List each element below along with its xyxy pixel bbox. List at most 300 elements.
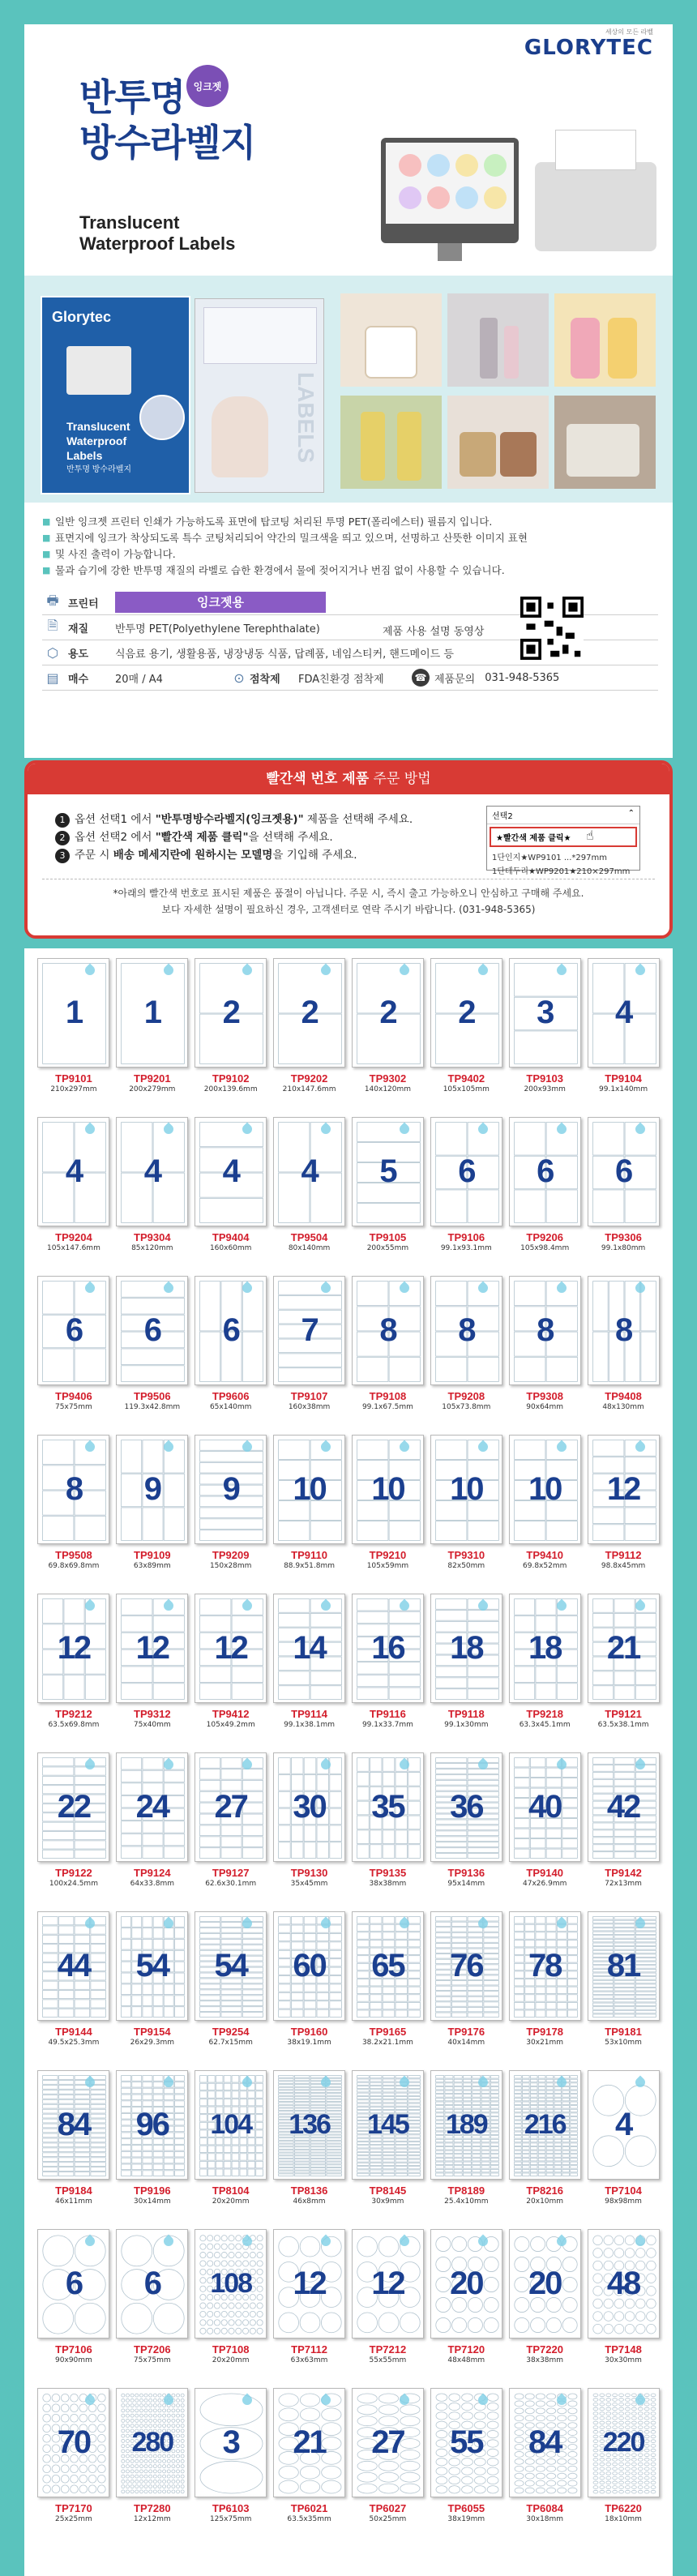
label-size: 47x26.9mm xyxy=(523,1880,567,1888)
label-count: 145 xyxy=(367,2109,408,2140)
label-sheet-thumbnail xyxy=(509,1435,581,1544)
product-item[interactable] xyxy=(507,1594,583,1748)
label-count: 189 xyxy=(445,2109,487,2140)
product-item[interactable] xyxy=(507,1911,583,2065)
label-count: 10 xyxy=(528,1471,562,1507)
product-title xyxy=(79,75,255,165)
select-item-highlighted: ★빨간색 제품 클릭★ xyxy=(490,827,637,847)
product-item[interactable] xyxy=(585,2229,661,2383)
product-item[interactable] xyxy=(507,958,583,1112)
top-border xyxy=(0,0,697,24)
product-code: TP9122 xyxy=(55,1867,92,1879)
label-count: 14 xyxy=(293,1630,326,1666)
label-count: 78 xyxy=(528,1948,562,1983)
adhesive-icon: ⊙ xyxy=(233,670,245,686)
product-code: TP9210 xyxy=(369,1549,407,1561)
feature-item: ■ 물과 습기에 강한 반투명 재질의 라벨로 습한 환경에서 물에 젖어지거나 번짐 없이 사용할 수 있습니다. xyxy=(42,563,658,579)
label-size: 35x45mm xyxy=(290,1880,328,1888)
label-count: 96 xyxy=(135,2107,169,2142)
label-sheet-thumbnail xyxy=(352,2070,424,2180)
sample-side-text: LABELS xyxy=(293,372,319,463)
product-code: TP6103 xyxy=(212,2502,250,2514)
spec-label-usage: 용도 xyxy=(68,648,89,661)
label-count: 20 xyxy=(450,2266,483,2301)
label-sheet-thumbnail xyxy=(352,2229,424,2339)
step3-text-c: 을 기입해 주세요. xyxy=(272,849,357,862)
step2-text-b: "빨간색 제품 클릭" xyxy=(155,831,249,844)
product-item[interactable] xyxy=(114,1117,190,1271)
product-code: TP8104 xyxy=(212,2184,250,2197)
product-item[interactable] xyxy=(507,1435,583,1589)
label-sheet-thumbnail xyxy=(273,2229,345,2339)
label-sheet-thumbnail xyxy=(588,1911,660,2021)
product-title-en-line1: Translucent xyxy=(79,212,180,233)
product-code: TP9109 xyxy=(134,1549,171,1561)
product-item[interactable] xyxy=(272,1594,348,1748)
product-code: TP9127 xyxy=(212,1867,250,1879)
label-size: 98.8x45mm xyxy=(601,1562,646,1570)
label-size: 99.1x140mm xyxy=(599,1085,648,1093)
label-count: 6 xyxy=(458,1153,475,1189)
label-sheet-thumbnail xyxy=(273,1911,345,2021)
label-sheet-thumbnail xyxy=(273,1117,345,1226)
order-step-3 xyxy=(55,846,413,864)
product-grid-section xyxy=(24,948,673,2576)
product-code: TP9124 xyxy=(134,1867,171,1879)
product-code: TP9310 xyxy=(447,1549,485,1561)
product-item[interactable] xyxy=(350,1594,426,1748)
product-title-en-line2: Waterproof Labels xyxy=(79,233,236,254)
spec-value-quantity: 20매 / A4 xyxy=(115,673,163,686)
product-grid xyxy=(36,958,661,2542)
product-item[interactable] xyxy=(114,1435,190,1589)
label-count: 81 xyxy=(606,1948,640,1983)
brand-tagline: 세상의 모든 라벨 xyxy=(605,28,653,36)
label-sheet-thumbnail xyxy=(37,1117,109,1226)
label-count: 24 xyxy=(135,1789,169,1825)
label-sheet-thumbnail xyxy=(352,1435,424,1544)
product-item[interactable] xyxy=(36,1276,112,1430)
label-count: 65 xyxy=(371,1948,404,1983)
label-count: 18 xyxy=(450,1630,483,1666)
product-item[interactable] xyxy=(585,2070,661,2224)
order-step-1 xyxy=(55,811,413,828)
product-item[interactable] xyxy=(193,1276,269,1430)
printer-icon: 🖶 xyxy=(46,592,59,608)
product-item[interactable] xyxy=(428,1276,504,1430)
product-item[interactable] xyxy=(428,2070,504,2224)
qr-code[interactable] xyxy=(520,597,584,660)
label-sheet-thumbnail xyxy=(116,1752,188,1862)
order-guide-header xyxy=(28,764,669,794)
product-code: TP9140 xyxy=(526,1867,563,1879)
product-item[interactable] xyxy=(350,2070,426,2224)
product-item[interactable] xyxy=(428,958,504,1112)
product-item[interactable] xyxy=(36,1435,112,1589)
product-code: TP7104 xyxy=(605,2184,642,2197)
label-sheet-thumbnail xyxy=(588,1752,660,1862)
product-code: TP7212 xyxy=(369,2343,407,2356)
label-count: 36 xyxy=(450,1789,483,1825)
select-item: 1단인지★WP9101 ...*297mm xyxy=(492,854,607,862)
label-size: 88.9x51.8mm xyxy=(284,1562,336,1570)
spec-value-usage: 식음료 용기, 생활용품, 냉장냉동 식품, 답례품, 네임스티커, 핸드메이드 등 xyxy=(115,648,454,661)
product-code: TP9116 xyxy=(370,1708,406,1720)
label-count: 1 xyxy=(143,995,160,1030)
label-size: 125x75mm xyxy=(209,2515,252,2523)
product-item[interactable] xyxy=(36,1752,112,1906)
step2-text-c: 을 선택해 주세요. xyxy=(248,831,333,844)
product-code: TP9178 xyxy=(526,2026,563,2038)
product-code: TP9110 xyxy=(291,1549,327,1561)
label-size: 105x49.2mm xyxy=(206,1721,255,1729)
label-size: 98x98mm xyxy=(605,2197,642,2206)
product-item[interactable] xyxy=(36,1594,112,1748)
label-size: 46x8mm xyxy=(293,2197,326,2206)
label-count: 216 xyxy=(524,2109,566,2140)
feature-item: ■ 표면지에 잉크가 착상되도록 특수 코팅처리되어 약간의 밀크색을 띄고 있으며, 선명하고 산뜻한 이미지 표현 xyxy=(42,530,658,546)
product-item[interactable] xyxy=(272,958,348,1112)
order-note xyxy=(28,885,669,918)
label-count: 84 xyxy=(528,2424,562,2460)
product-code: TP6084 xyxy=(526,2502,563,2514)
product-code: TP9165 xyxy=(369,2026,407,2038)
label-size: 48x48mm xyxy=(447,2356,485,2364)
product-code: TP9212 xyxy=(55,1708,92,1720)
product-item[interactable] xyxy=(428,1752,504,1906)
label-size: 90x64mm xyxy=(526,1403,564,1411)
label-count: 10 xyxy=(293,1471,326,1507)
label-count: 12 xyxy=(371,2266,404,2301)
product-item[interactable] xyxy=(114,1911,190,2065)
product-item[interactable] xyxy=(272,2070,348,2224)
order-guide-header-rest: 주문 방법 xyxy=(369,771,431,787)
label-sheet-thumbnail xyxy=(509,2070,581,2180)
package-brand: Glorytec xyxy=(52,309,112,325)
product-item[interactable] xyxy=(507,1752,583,1906)
product-item[interactable] xyxy=(272,1752,348,1906)
select-header xyxy=(487,807,639,824)
product-code: TP9154 xyxy=(134,2026,171,2038)
label-sheet-thumbnail xyxy=(195,2229,267,2339)
label-count: 6 xyxy=(143,1312,160,1348)
label-size: 25x25mm xyxy=(55,2515,92,2523)
feature-list xyxy=(42,514,658,579)
label-count: 76 xyxy=(450,1948,483,1983)
product-item[interactable] xyxy=(350,1752,426,1906)
label-sheet-thumbnail xyxy=(195,2070,267,2180)
product-gallery xyxy=(24,276,673,503)
monitor-screen xyxy=(386,143,514,224)
label-count: 10 xyxy=(450,1471,483,1507)
product-item[interactable] xyxy=(585,958,661,1112)
label-size: 200x139.6mm xyxy=(203,1085,258,1093)
label-sheet-thumbnail xyxy=(37,2388,109,2497)
product-code: TP9121 xyxy=(605,1708,642,1720)
spec-label-material: 재질 xyxy=(68,623,89,635)
label-preview-graphic xyxy=(386,143,514,224)
label-size: 20x20mm xyxy=(212,2356,250,2364)
product-item[interactable] xyxy=(585,2388,661,2542)
product-code: TP9406 xyxy=(55,1390,92,1402)
brand-logo: GLORYTEC xyxy=(524,36,653,60)
package-title-line1: Translucent xyxy=(66,420,130,433)
product-item[interactable] xyxy=(507,1276,583,1430)
label-count: 2 xyxy=(379,995,396,1030)
product-item[interactable] xyxy=(428,1435,504,1589)
label-count: 12 xyxy=(57,1630,91,1666)
video-guide-label: 제품 사용 설명 동영상 xyxy=(383,626,485,638)
printer-image xyxy=(535,162,656,251)
product-item[interactable] xyxy=(114,958,190,1112)
product-code: TP7120 xyxy=(447,2343,485,2356)
product-code: TP8189 xyxy=(447,2184,485,2197)
label-size: 65x140mm xyxy=(209,1403,252,1411)
label-count: 6 xyxy=(537,1153,554,1189)
product-item[interactable] xyxy=(193,1911,269,2065)
label-count: 4 xyxy=(301,1153,318,1189)
product-item[interactable] xyxy=(428,1594,504,1748)
label-count: 55 xyxy=(450,2424,483,2460)
product-item[interactable] xyxy=(193,958,269,1112)
label-size: 55x55mm xyxy=(369,2356,407,2364)
label-count: 5 xyxy=(379,1153,396,1189)
step-number-icon: 1 xyxy=(55,813,70,828)
label-sheet-thumbnail xyxy=(195,958,267,1068)
label-size: 80x140mm xyxy=(288,1244,331,1252)
product-item[interactable] xyxy=(272,1117,348,1271)
product-code: TP9130 xyxy=(290,1867,328,1879)
label-size: 69.8x69.8mm xyxy=(48,1562,100,1570)
label-size: 75x40mm xyxy=(133,1721,171,1729)
product-item[interactable] xyxy=(350,2388,426,2542)
product-item[interactable] xyxy=(114,1752,190,1906)
label-size: 53x10mm xyxy=(605,2039,642,2047)
hero-section xyxy=(24,24,673,276)
label-sheet-thumbnail xyxy=(588,1594,660,1703)
product-item[interactable] xyxy=(350,958,426,1112)
label-size: 38x38mm xyxy=(369,1880,407,1888)
product-item[interactable] xyxy=(585,1435,661,1589)
product-item[interactable] xyxy=(193,2070,269,2224)
label-sheet-thumbnail xyxy=(273,2070,345,2180)
product-item[interactable] xyxy=(36,1911,112,2065)
label-size: 30x30mm xyxy=(605,2356,642,2364)
label-count: 3 xyxy=(222,2424,239,2460)
step-number-icon: 3 xyxy=(55,849,70,863)
label-size: 20x10mm xyxy=(526,2197,564,2206)
product-item[interactable] xyxy=(272,1911,348,2065)
label-count: 54 xyxy=(135,1948,169,1983)
label-size: 72x13mm xyxy=(605,1880,642,1888)
product-title-line2: 방수라벨지 xyxy=(79,121,256,165)
product-item[interactable] xyxy=(114,2070,190,2224)
label-size: 62.7x15mm xyxy=(208,2039,253,2047)
label-count: 54 xyxy=(214,1948,247,1983)
label-size: 30x9mm xyxy=(371,2197,404,2206)
label-count: 8 xyxy=(379,1312,396,1348)
label-size: 105x73.8mm xyxy=(442,1403,491,1411)
photo-juice-bottles xyxy=(554,293,656,387)
printer-paper xyxy=(555,130,636,170)
label-count: 12 xyxy=(214,1630,247,1666)
product-item[interactable] xyxy=(507,1117,583,1271)
label-size: 82x50mm xyxy=(447,1562,485,1570)
product-item[interactable] xyxy=(585,1594,661,1748)
inquiry-block xyxy=(412,669,559,687)
label-sheet-thumbnail xyxy=(352,1594,424,1703)
label-count: 6 xyxy=(65,2266,83,2301)
product-item[interactable] xyxy=(350,1117,426,1271)
product-item[interactable] xyxy=(36,1117,112,1271)
label-sheet-thumbnail xyxy=(273,2388,345,2497)
label-sheet-thumbnail xyxy=(116,1594,188,1703)
label-sheet-thumbnail xyxy=(37,958,109,1068)
chevron-up-icon: ⌃ xyxy=(627,809,635,818)
product-code: TP9136 xyxy=(447,1867,485,1879)
label-sheet-thumbnail xyxy=(352,2388,424,2497)
product-item[interactable] xyxy=(428,1117,504,1271)
product-item[interactable] xyxy=(272,1435,348,1589)
inquiry-phone[interactable]: 031-948-5365 xyxy=(485,671,560,684)
label-count: 21 xyxy=(606,1630,640,1666)
product-item[interactable] xyxy=(36,2229,112,2383)
inkjet-badge: 잉크젯 xyxy=(186,65,229,107)
label-size: 99.1x93.1mm xyxy=(440,1244,492,1252)
product-item[interactable] xyxy=(114,1594,190,1748)
product-item[interactable] xyxy=(193,2229,269,2383)
select-title: 선택2 xyxy=(492,812,513,821)
product-item[interactable] xyxy=(272,2388,348,2542)
product-item[interactable] xyxy=(36,2070,112,2224)
sample-sheet-image xyxy=(195,298,324,493)
product-code: TP8136 xyxy=(290,2184,328,2197)
step-number-icon: 2 xyxy=(55,831,70,845)
product-item[interactable] xyxy=(350,1435,426,1589)
label-sheet-thumbnail xyxy=(273,1276,345,1385)
label-count: 7 xyxy=(301,1312,318,1348)
product-item[interactable] xyxy=(507,2229,583,2383)
photo-jars xyxy=(447,396,549,489)
order-steps xyxy=(55,811,413,864)
product-code: TP9204 xyxy=(55,1231,92,1243)
label-count: 42 xyxy=(606,1789,640,1825)
label-sheet-thumbnail xyxy=(509,958,581,1068)
photo-candle-jar xyxy=(340,293,442,387)
product-code: TP9103 xyxy=(526,1072,563,1085)
product-code: TP7148 xyxy=(605,2343,642,2356)
product-code: TP9408 xyxy=(605,1390,642,1402)
label-size: 25.4x10mm xyxy=(444,2197,489,2206)
product-item[interactable] xyxy=(350,1276,426,1430)
spec-value-material: 반투명 PET(Polyethylene Terephthalate) xyxy=(115,623,320,635)
printer-type-badge: 잉크젯용 xyxy=(115,592,326,613)
product-item[interactable] xyxy=(36,958,112,1112)
product-code: TP9412 xyxy=(212,1708,250,1720)
product-item[interactable] xyxy=(428,2229,504,2383)
label-count: 6 xyxy=(222,1312,239,1348)
material-icon: 🗎 xyxy=(47,617,58,633)
phone-icon: ☎ xyxy=(412,669,430,687)
product-item[interactable] xyxy=(114,2388,190,2542)
product-item[interactable] xyxy=(193,1435,269,1589)
label-size: 38x19.1mm xyxy=(287,2039,331,2047)
label-count: 8 xyxy=(614,1312,632,1348)
step1-text-a: 옵션 선택1 에서 xyxy=(75,813,156,826)
product-item[interactable] xyxy=(193,1117,269,1271)
product-code: TP9181 xyxy=(605,2026,642,2038)
label-sheet-thumbnail xyxy=(430,1594,502,1703)
label-size: 200x279mm xyxy=(129,1085,176,1093)
product-item[interactable] xyxy=(193,1752,269,1906)
product-item[interactable] xyxy=(350,2229,426,2383)
product-code: TP9254 xyxy=(212,2026,250,2038)
order-note-line1: *아래의 빨간색 번호로 표시된 제품은 품절이 아닙니다. 주문 시, 즉시 출고 가능하오니 안심하고 구매해 주세요. xyxy=(113,888,584,899)
feature-item-continued: ■ 및 사진 출력이 가능합니다. xyxy=(42,546,658,563)
label-size: 105x98.4mm xyxy=(520,1244,570,1252)
label-size: 99.1x38.1mm xyxy=(284,1721,336,1729)
product-code: TP6055 xyxy=(447,2502,485,2514)
label-count: 40 xyxy=(528,1789,562,1825)
product-code: TP9142 xyxy=(605,1867,642,1879)
order-guide-header-bold: 빨간색 번호 제품 xyxy=(266,771,370,787)
product-item[interactable] xyxy=(585,1752,661,1906)
label-count: 6 xyxy=(614,1153,632,1189)
product-item[interactable] xyxy=(193,1594,269,1748)
monitor-image xyxy=(381,138,519,243)
product-code: TP6027 xyxy=(369,2502,407,2514)
label-sheet-thumbnail xyxy=(509,1117,581,1226)
label-sheet-thumbnail xyxy=(588,1276,660,1385)
spec-table xyxy=(42,590,658,691)
product-item[interactable] xyxy=(272,1276,348,1430)
product-item[interactable] xyxy=(428,1911,504,2065)
label-sheet-thumbnail xyxy=(37,1276,109,1385)
sheets-icon: ▤ xyxy=(46,670,59,686)
label-size: 63.5x35mm xyxy=(287,2515,331,2523)
product-item[interactable] xyxy=(272,2229,348,2383)
product-code: TP9312 xyxy=(134,1708,171,1720)
label-count: 6 xyxy=(143,2266,160,2301)
product-item[interactable] xyxy=(114,1276,190,1430)
label-size: 105x105mm xyxy=(443,1085,490,1093)
label-sheet-thumbnail xyxy=(195,2388,267,2497)
product-code: TP7106 xyxy=(55,2343,92,2356)
label-count: 27 xyxy=(214,1789,247,1825)
label-count: 22 xyxy=(57,1789,91,1825)
product-item[interactable] xyxy=(193,2388,269,2542)
step1-text-b: "반투명방수라벨지(잉크젯용)" xyxy=(155,813,304,826)
product-item[interactable] xyxy=(114,2229,190,2383)
product-item[interactable] xyxy=(585,1276,661,1430)
product-code: TP7280 xyxy=(134,2502,171,2514)
label-size: 99.1x80mm xyxy=(601,1244,646,1252)
product-item[interactable] xyxy=(350,1911,426,2065)
product-item[interactable] xyxy=(585,1117,661,1271)
product-item[interactable] xyxy=(585,1911,661,2065)
label-count: 18 xyxy=(528,1630,562,1666)
label-sheet-thumbnail xyxy=(509,1594,581,1703)
product-item[interactable] xyxy=(428,2388,504,2542)
product-item[interactable] xyxy=(507,2388,583,2542)
label-count: 4 xyxy=(65,1153,83,1189)
package-title-line3: Labels xyxy=(66,449,103,462)
product-item[interactable] xyxy=(36,2388,112,2542)
spec-value-adhesive: FDA친환경 점착제 xyxy=(298,673,384,686)
label-sheet-thumbnail xyxy=(430,2070,502,2180)
label-count: 2 xyxy=(301,995,318,1030)
product-item[interactable] xyxy=(507,2070,583,2224)
